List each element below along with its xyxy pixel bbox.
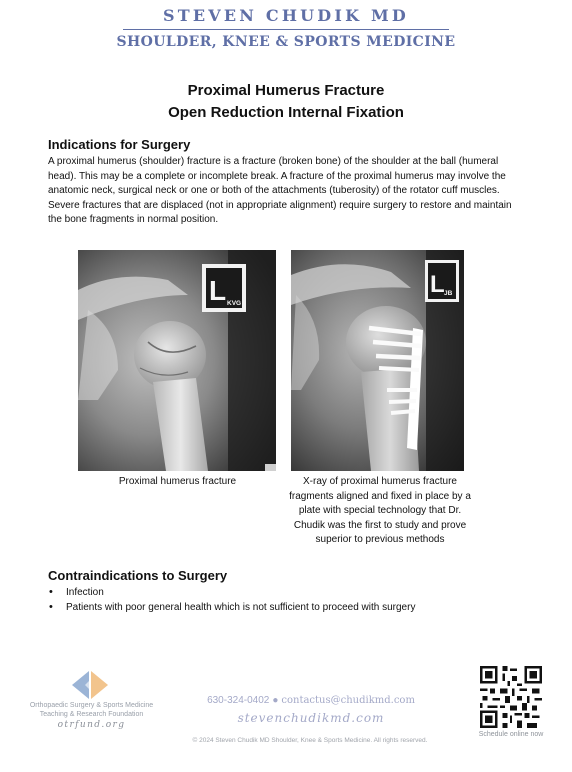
- contact-line: [186, 695, 436, 706]
- email-link[interactable]: contactus@chudikmd.com: [281, 695, 415, 706]
- website-link[interactable]: stevenchudikmd.com: [237, 711, 385, 725]
- list-item: • Infection: [48, 585, 415, 600]
- brand-tagline: SHOULDER, KNEE & SPORTS MEDICINE: [116, 34, 456, 50]
- foundation-name[interactable]: [14, 702, 169, 730]
- xray-fracture-image: [78, 250, 276, 471]
- phone-link[interactable]: 630-324-0402: [207, 695, 270, 706]
- document-title: [0, 80, 572, 124]
- svg-text:KVG: KVG: [227, 300, 242, 307]
- caption-fracture: Proximal humerus fracture: [118, 476, 237, 487]
- left-xray-marker: [202, 264, 246, 312]
- schedule-online-link[interactable]: Schedule online now: [478, 731, 544, 738]
- svg-text:JB: JB: [444, 290, 453, 297]
- foundation-url-link[interactable]: otrfund.org: [57, 720, 126, 730]
- list-item: • Patients with poor general health which is not sufficient to proceed with surgery: [48, 600, 415, 615]
- foundation-logo-icon[interactable]: [70, 669, 110, 701]
- indications-paragraph: A proximal humerus (shoulder) fracture is a fracture (broken bone) of the shoulder at the ball (humeral head). This may be a complete or incomplete break. A fracture of the proximal humerus may involve the anatomic neck, surgical neck or one or both of the attachments (tuberosity) of the rotator cuff muscles. Severe fractures that are displaced (not in appropriate alignment) require surgery to restore and maintain the bone fragments in normal position.: [48, 156, 512, 226]
- right-xray-marker: [425, 260, 459, 302]
- foundation-line-1: Orthopaedic Surgery & Sports Medicine: [29, 702, 154, 709]
- svg-text:L: L: [209, 275, 227, 306]
- qr-code-icon[interactable]: [480, 666, 542, 728]
- caption-fixation: X-ray of proximal humerus fracture fragments aligned and fixed in place by a plate with special technology that Dr. Chudik was the first to study and prove superior to previous methods: [289, 476, 471, 546]
- contraindications-heading: Contraindications to Surgery: [48, 568, 228, 583]
- letterhead: [0, 6, 572, 50]
- contraindications-list: [48, 585, 415, 615]
- brand-name: STEVEN CHUDIK MD: [163, 6, 409, 25]
- title-line-1: Proximal Humerus Fracture: [187, 82, 385, 99]
- copyright-notice: © 2024 Steven Chudik MD Shoulder, Knee & Sports Medicine. All rights reserved.: [192, 737, 428, 744]
- indications-heading: Indications for Surgery: [48, 137, 191, 152]
- title-line-2: Open Reduction Internal Fixation: [168, 104, 404, 121]
- contact-separator: ●: [272, 695, 279, 706]
- foundation-line-2: Teaching & Research Foundation: [39, 710, 144, 718]
- xray-fixation-image: [291, 250, 464, 471]
- header-divider: [123, 29, 449, 30]
- svg-text:L: L: [430, 271, 445, 298]
